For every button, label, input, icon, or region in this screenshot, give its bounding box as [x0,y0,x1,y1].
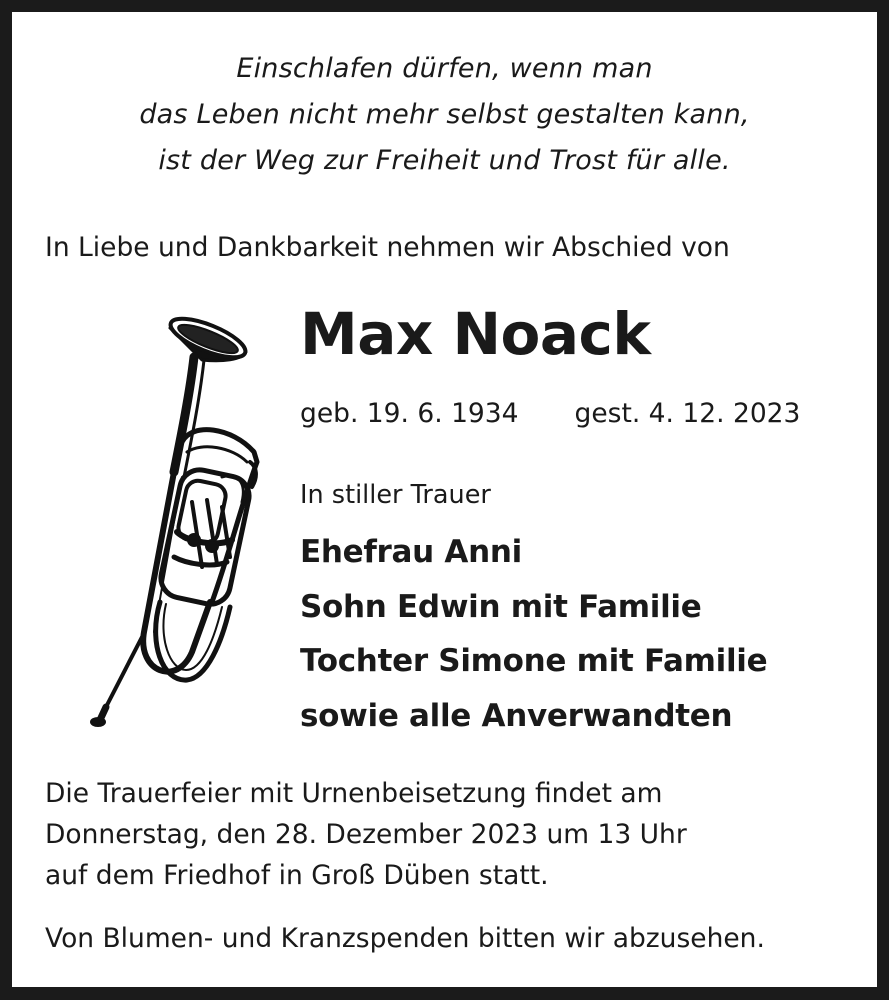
poem [12,46,877,184]
poem-line-3: ist der Weg zur Freiheit und Trost für alle. [158,145,731,176]
mourner-item: sowie alle Anverwandten [300,697,733,734]
ceremony-line-3: auf dem Friedhof in Groß Düben statt. [45,860,549,891]
death-date: gest. 4. 12. 2023 [574,398,801,429]
mourner-item: Sohn Edwin mit Familie [300,588,702,625]
ceremony-line-1: Die Trauerfeier mit Urnenbeisetzung findet am [45,778,663,809]
ceremony-details [45,773,687,896]
mourners-list [300,525,767,743]
flowers-note: Von Blumen- und Kranzspenden bitten wir abzusehen. [45,923,765,954]
poem-line-2: das Leben nicht mehr selbst gestalten kann, [139,99,750,130]
poem-line-1: Einschlafen dürfen, wenn man [236,53,653,84]
birth-date: geb. 19. 6. 1934 [300,398,519,429]
ceremony-line-2: Donnerstag, den 28. Dezember 2023 um 13 Uhr [45,819,687,850]
mourner-item: Ehefrau Anni [300,534,522,570]
intro-text: In Liebe und Dankbarkeit nehmen wir Abschied von [45,232,730,263]
mourning-heading: In stiller Trauer [300,480,491,510]
life-dates [300,398,800,429]
trumpet-icon [82,302,282,732]
deceased-name: Max Noack [300,300,651,368]
mourner-item: Tochter Simone mit Familie [300,643,768,679]
